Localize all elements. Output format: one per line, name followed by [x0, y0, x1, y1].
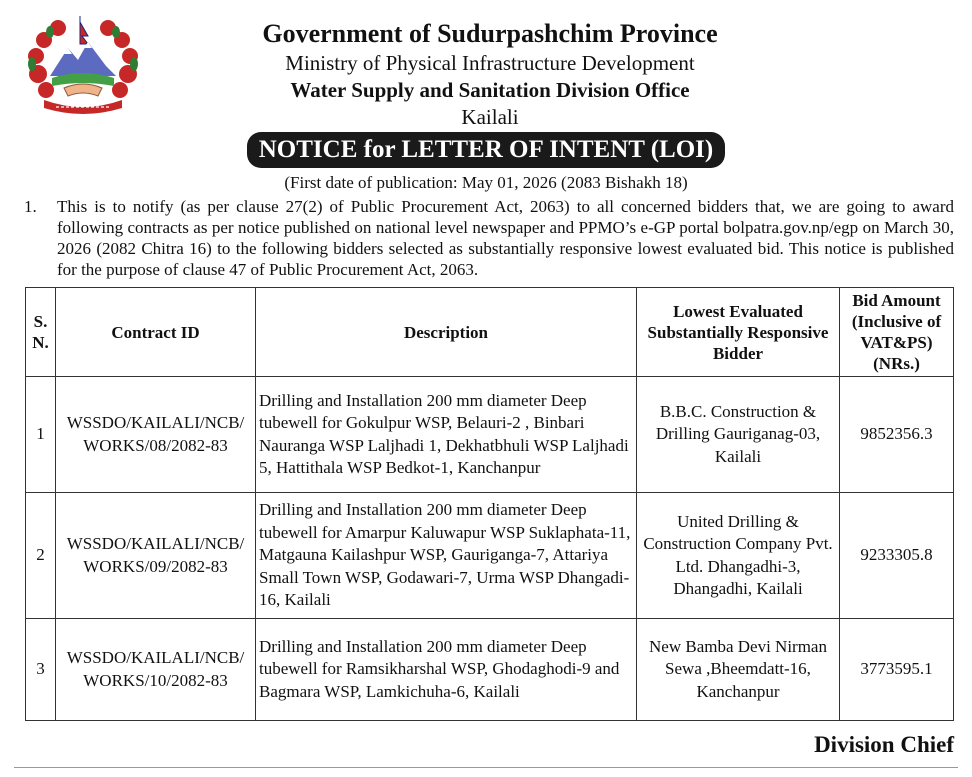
table-row	[26, 377, 954, 493]
ministry-name: Ministry of Physical Infrastructure Development	[285, 51, 695, 75]
table-row	[26, 493, 954, 619]
row-bidder: United Drilling & Construction Company Pvt. Ltd. Dhangadhi-3, Dhangadhi, Kailali	[637, 493, 840, 619]
office-name: Water Supply and Sanitation Division Office	[290, 78, 690, 102]
row-sn: 1	[26, 377, 56, 493]
notice-title-wrap	[0, 132, 972, 168]
row-bidder: New Bamba Devi Nirman Sewa ,Bheemdatt-16, Kanchanpur	[637, 619, 840, 721]
row-contract-id: WSSDO/KAILALI/NCB/ WORKS/10/2082-83	[56, 619, 256, 721]
row-bidder: B.B.C. Construction & Drilling Gauriganag-03, Kailali	[637, 377, 840, 493]
row-amount: 9233305.8	[840, 493, 954, 619]
row-contract-id: WSSDO/KAILALI/NCB/ WORKS/08/2082-83	[56, 377, 256, 493]
row-amount: 9852356.3	[840, 377, 954, 493]
bottom-divider	[14, 767, 958, 768]
paragraph-text: This is to notify (as per clause 27(2) of Public Procurement Act, 2063) to all concerned bidders that, we are going to award following contracts as per notice published on national level newspaper and PPMO’s e-GP portal bolpatra.gov.np/egp on March 30, 2026 (2082 Chitra 16) to the following bidders selected as substantially responsive lowest evaluated bid. This notice is published for the purpose of clause 47 of Public Procurement Act, 2063.	[57, 197, 954, 279]
row-description: Drilling and Installation 200 mm diameter Deep tubewell for Amarpur Kaluwapur WSP Suklaphata-11, Matgauna Kailashpur WSP, Gauriganga-7, Attariya Small Town WSP, Godawari-7, Urma WSP Dhangadi-16, Kailali	[256, 493, 637, 619]
notice-paragraph	[24, 196, 954, 280]
paragraph-number: 1.	[24, 197, 37, 216]
table-header-row	[26, 288, 954, 377]
header-description: Description	[256, 288, 637, 377]
header	[150, 18, 830, 131]
row-description: Drilling and Installation 200 mm diameter Deep tubewell for Gokulpur WSP, Belauri-2 , Binbari Nauranga WSP Laljhadi 1, Dekhatbhuli WSP Laljhadi 5, Hattithala WSP Bedkot-1, Kanchanpur	[256, 377, 637, 493]
row-sn: 2	[26, 493, 56, 619]
header-bid-amount: Bid Amount (Inclusive of VAT&PS) (NRs.)	[840, 288, 954, 377]
row-description: Drilling and Installation 200 mm diameter Deep tubewell for Ramsikharshal WSP, Ghodaghodi-9 and Bagmara WSP, Lamkichuha-6, Kailali	[256, 619, 637, 721]
row-contract-id: WSSDO/KAILALI/NCB/ WORKS/09/2082-83	[56, 493, 256, 619]
government-title: Government of Sudurpashchim Province	[262, 19, 718, 48]
nepal-emblem-icon	[24, 14, 142, 118]
row-amount: 3773595.1	[840, 619, 954, 721]
row-sn: 3	[26, 619, 56, 721]
publication-date: (First date of publication: May 01, 2026 (2083 Bishakh 18)	[284, 173, 688, 192]
header-bidder: Lowest Evaluated Substantially Responsive Bidder	[637, 288, 840, 377]
table-row	[26, 619, 954, 721]
header-sn: S. N.	[26, 288, 56, 377]
notice-title: NOTICE for LETTER OF INTENT (LOI)	[247, 132, 725, 168]
loi-table	[25, 287, 954, 721]
signature: Division Chief	[814, 732, 954, 757]
header-contract-id: Contract ID	[56, 288, 256, 377]
district-name: Kailali	[461, 105, 519, 129]
